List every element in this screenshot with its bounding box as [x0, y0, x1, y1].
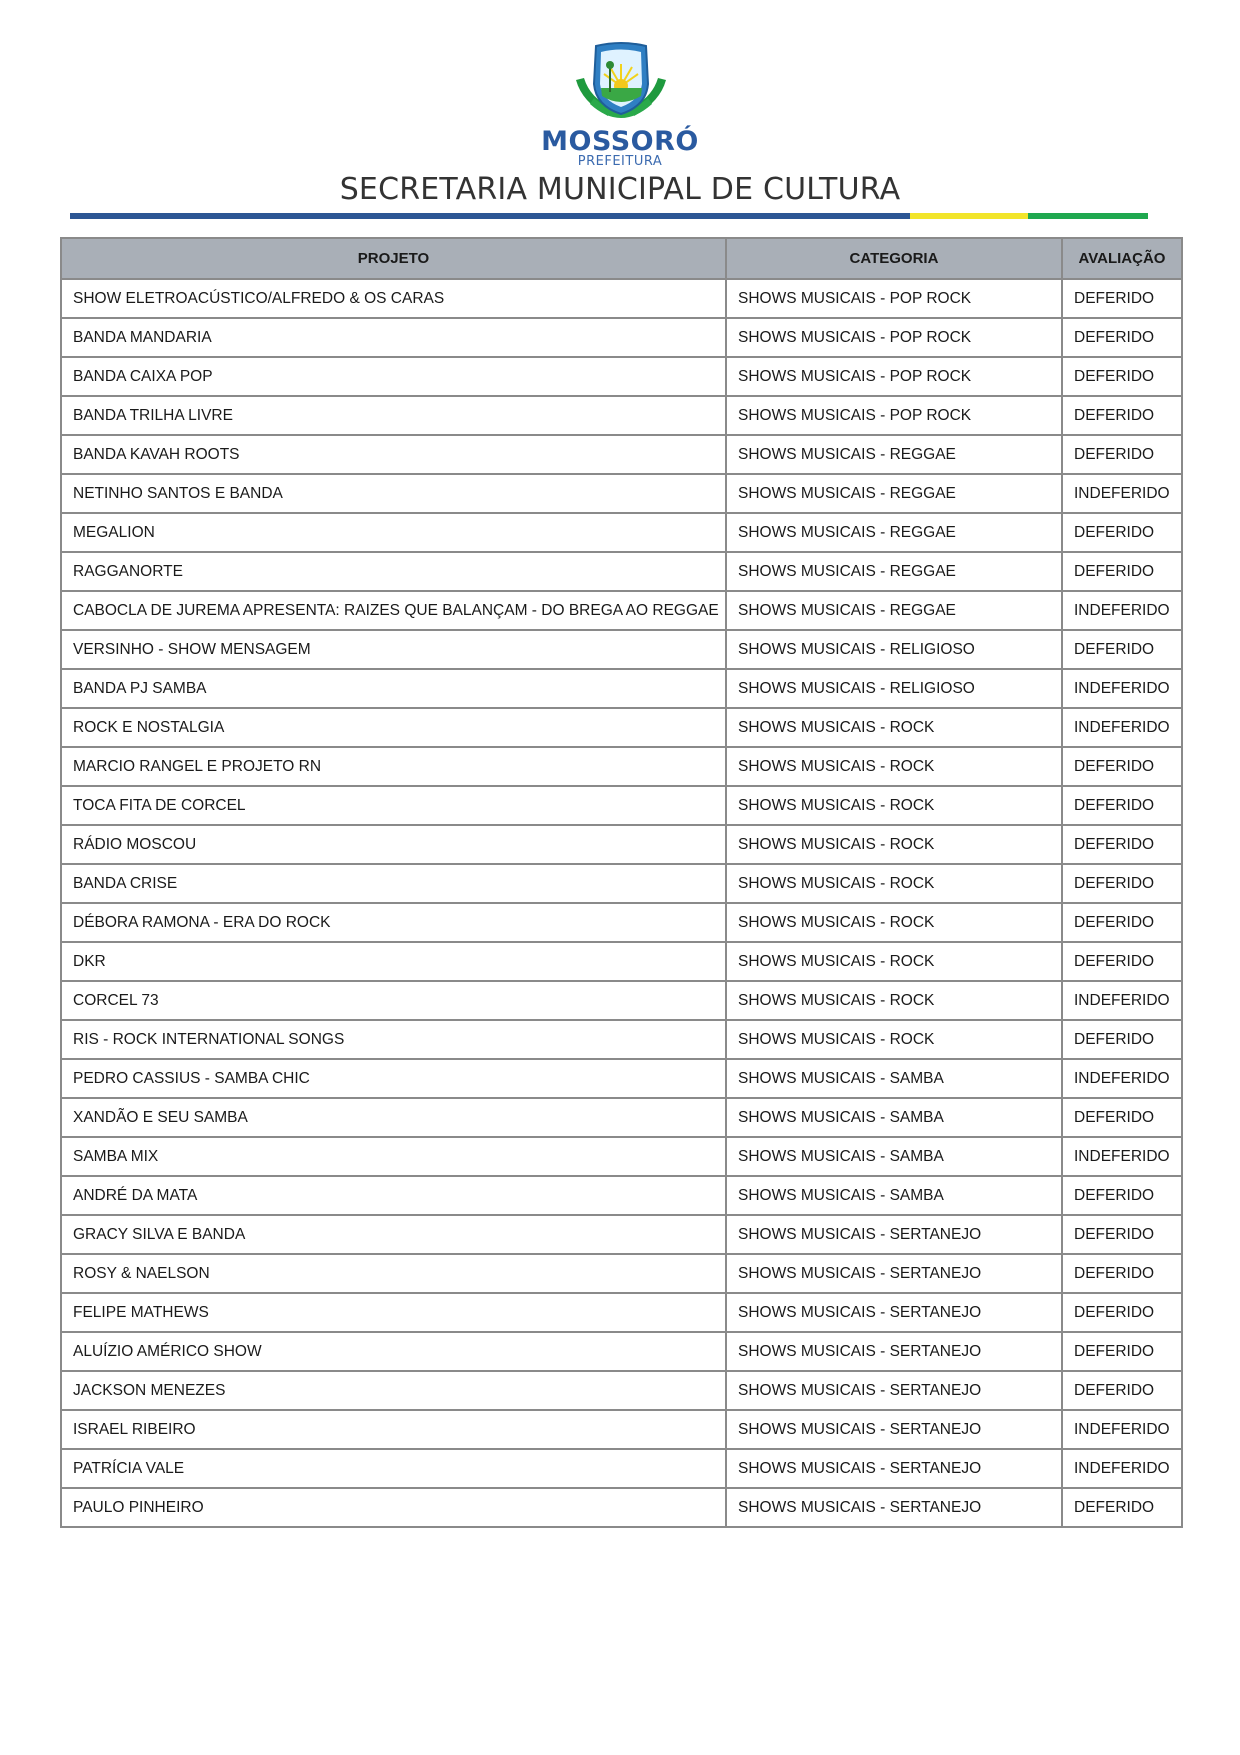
cell-projeto: PEDRO CASSIUS - SAMBA CHIC	[61, 1059, 726, 1098]
cell-categoria: SHOWS MUSICAIS - REGGAE	[726, 474, 1062, 513]
table-row	[61, 591, 1182, 630]
table-row	[61, 1449, 1182, 1488]
cell-avaliacao: DEFERIDO	[1062, 1254, 1182, 1293]
cell-categoria: SHOWS MUSICAIS - SERTANEJO	[726, 1410, 1062, 1449]
cell-projeto: CORCEL 73	[61, 981, 726, 1020]
table-row	[61, 1488, 1182, 1527]
cell-categoria: SHOWS MUSICAIS - ROCK	[726, 708, 1062, 747]
cell-projeto: GRACY SILVA E BANDA	[61, 1215, 726, 1254]
cell-avaliacao: DEFERIDO	[1062, 903, 1182, 942]
cell-avaliacao: INDEFERIDO	[1062, 1059, 1182, 1098]
table-row	[61, 708, 1182, 747]
results-table	[60, 237, 1183, 1528]
table-row	[61, 1254, 1182, 1293]
table-row	[61, 357, 1182, 396]
cell-avaliacao: DEFERIDO	[1062, 279, 1182, 318]
cell-projeto: RÁDIO MOSCOU	[61, 825, 726, 864]
table-row	[61, 786, 1182, 825]
cell-avaliacao: DEFERIDO	[1062, 513, 1182, 552]
table-row	[61, 981, 1182, 1020]
cell-avaliacao: DEFERIDO	[1062, 1488, 1182, 1527]
cell-avaliacao: INDEFERIDO	[1062, 669, 1182, 708]
divider-blue-segment	[70, 213, 910, 219]
table-row	[61, 747, 1182, 786]
cell-categoria: SHOWS MUSICAIS - SERTANEJO	[726, 1371, 1062, 1410]
table-row	[61, 1371, 1182, 1410]
table-row	[61, 1098, 1182, 1137]
table-row	[61, 474, 1182, 513]
cell-avaliacao: INDEFERIDO	[1062, 708, 1182, 747]
cell-categoria: SHOWS MUSICAIS - ROCK	[726, 864, 1062, 903]
column-header-avaliacao: AVALIAÇÃO	[1062, 238, 1182, 279]
cell-projeto: ROSY & NAELSON	[61, 1254, 726, 1293]
table-row	[61, 864, 1182, 903]
table-row	[61, 942, 1182, 981]
cell-categoria: SHOWS MUSICAIS - ROCK	[726, 747, 1062, 786]
table-row	[61, 552, 1182, 591]
table-row	[61, 825, 1182, 864]
cell-projeto: DKR	[61, 942, 726, 981]
cell-avaliacao: DEFERIDO	[1062, 396, 1182, 435]
cell-categoria: SHOWS MUSICAIS - SERTANEJO	[726, 1332, 1062, 1371]
table-row	[61, 396, 1182, 435]
cell-avaliacao: DEFERIDO	[1062, 1098, 1182, 1137]
cell-avaliacao: DEFERIDO	[1062, 825, 1182, 864]
cell-projeto: BANDA MANDARIA	[61, 318, 726, 357]
cell-categoria: SHOWS MUSICAIS - ROCK	[726, 942, 1062, 981]
cell-categoria: SHOWS MUSICAIS - ROCK	[726, 981, 1062, 1020]
cell-avaliacao: DEFERIDO	[1062, 1215, 1182, 1254]
cell-avaliacao: DEFERIDO	[1062, 786, 1182, 825]
cell-projeto: SHOW ELETROACÚSTICO/ALFREDO & OS CARAS	[61, 279, 726, 318]
cell-categoria: SHOWS MUSICAIS - REGGAE	[726, 435, 1062, 474]
cell-categoria: SHOWS MUSICAIS - REGGAE	[726, 513, 1062, 552]
cell-projeto: ISRAEL RIBEIRO	[61, 1410, 726, 1449]
cell-projeto: DÉBORA RAMONA - ERA DO ROCK	[61, 903, 726, 942]
cell-categoria: SHOWS MUSICAIS - ROCK	[726, 786, 1062, 825]
table-row	[61, 669, 1182, 708]
cell-avaliacao: DEFERIDO	[1062, 1020, 1182, 1059]
cell-avaliacao: DEFERIDO	[1062, 1371, 1182, 1410]
cell-projeto: NETINHO SANTOS E BANDA	[61, 474, 726, 513]
cell-categoria: SHOWS MUSICAIS - ROCK	[726, 825, 1062, 864]
cell-projeto: JACKSON MENEZES	[61, 1371, 726, 1410]
table-row	[61, 630, 1182, 669]
cell-categoria: SHOWS MUSICAIS - ROCK	[726, 903, 1062, 942]
cell-categoria: SHOWS MUSICAIS - SERTANEJO	[726, 1449, 1062, 1488]
cell-projeto: BANDA KAVAH ROOTS	[61, 435, 726, 474]
cell-avaliacao: DEFERIDO	[1062, 1293, 1182, 1332]
cell-projeto: BANDA TRILHA LIVRE	[61, 396, 726, 435]
cell-categoria: SHOWS MUSICAIS - SAMBA	[726, 1059, 1062, 1098]
cell-avaliacao: DEFERIDO	[1062, 630, 1182, 669]
cell-avaliacao: INDEFERIDO	[1062, 1449, 1182, 1488]
cell-categoria: SHOWS MUSICAIS - REGGAE	[726, 552, 1062, 591]
cell-avaliacao: DEFERIDO	[1062, 942, 1182, 981]
cell-projeto: SAMBA MIX	[61, 1137, 726, 1176]
tricolor-divider	[70, 213, 1148, 219]
cell-projeto: PATRÍCIA VALE	[61, 1449, 726, 1488]
cell-avaliacao: INDEFERIDO	[1062, 474, 1182, 513]
cell-categoria: SHOWS MUSICAIS - RELIGIOSO	[726, 630, 1062, 669]
cell-avaliacao: DEFERIDO	[1062, 318, 1182, 357]
table-row	[61, 1020, 1182, 1059]
cell-projeto: PAULO PINHEIRO	[61, 1488, 726, 1527]
cell-avaliacao: DEFERIDO	[1062, 864, 1182, 903]
cell-projeto: FELIPE MATHEWS	[61, 1293, 726, 1332]
table-header-row	[61, 238, 1182, 279]
brand-subtitle: PREFEITURA	[577, 154, 663, 169]
table-body	[61, 279, 1182, 1527]
divider-green-segment	[1028, 213, 1148, 219]
cell-categoria: SHOWS MUSICAIS - SAMBA	[726, 1137, 1062, 1176]
cell-categoria: SHOWS MUSICAIS - POP ROCK	[726, 318, 1062, 357]
cell-categoria: SHOWS MUSICAIS - SERTANEJO	[726, 1293, 1062, 1332]
cell-projeto: ALUÍZIO AMÉRICO SHOW	[61, 1332, 726, 1371]
table-row	[61, 1332, 1182, 1371]
cell-projeto: VERSINHO - SHOW MENSAGEM	[61, 630, 726, 669]
cell-avaliacao: INDEFERIDO	[1062, 591, 1182, 630]
brand-name: MOSSORÓ	[541, 126, 699, 157]
cell-avaliacao: INDEFERIDO	[1062, 1410, 1182, 1449]
table-row	[61, 513, 1182, 552]
cell-categoria: SHOWS MUSICAIS - SERTANEJO	[726, 1215, 1062, 1254]
coat-of-arms-icon	[568, 40, 674, 130]
cell-projeto: BANDA CAIXA POP	[61, 357, 726, 396]
column-header-projeto: PROJETO	[61, 238, 726, 279]
cell-avaliacao: INDEFERIDO	[1062, 1137, 1182, 1176]
cell-avaliacao: DEFERIDO	[1062, 1332, 1182, 1371]
cell-projeto: CABOCLA DE JUREMA APRESENTA: RAIZES QUE BALANÇAM - DO BREGA AO REGGAE	[61, 591, 726, 630]
cell-categoria: SHOWS MUSICAIS - SERTANEJO	[726, 1488, 1062, 1527]
table-row	[61, 279, 1182, 318]
cell-avaliacao: DEFERIDO	[1062, 552, 1182, 591]
cell-categoria: SHOWS MUSICAIS - POP ROCK	[726, 396, 1062, 435]
document-header	[0, 0, 1240, 230]
divider-yellow-segment	[910, 213, 1028, 219]
table-row	[61, 1059, 1182, 1098]
cell-categoria: SHOWS MUSICAIS - RELIGIOSO	[726, 669, 1062, 708]
cell-categoria: SHOWS MUSICAIS - POP ROCK	[726, 279, 1062, 318]
cell-categoria: SHOWS MUSICAIS - SAMBA	[726, 1176, 1062, 1215]
cell-categoria: SHOWS MUSICAIS - POP ROCK	[726, 357, 1062, 396]
cell-categoria: SHOWS MUSICAIS - REGGAE	[726, 591, 1062, 630]
table-row	[61, 903, 1182, 942]
table-row	[61, 1137, 1182, 1176]
cell-projeto: RIS - ROCK INTERNATIONAL SONGS	[61, 1020, 726, 1059]
cell-categoria: SHOWS MUSICAIS - SAMBA	[726, 1098, 1062, 1137]
cell-avaliacao: DEFERIDO	[1062, 357, 1182, 396]
cell-projeto: XANDÃO E SEU SAMBA	[61, 1098, 726, 1137]
table-row	[61, 1410, 1182, 1449]
column-header-categoria: CATEGORIA	[726, 238, 1062, 279]
cell-avaliacao: INDEFERIDO	[1062, 981, 1182, 1020]
table-row	[61, 1176, 1182, 1215]
cell-projeto: ROCK E NOSTALGIA	[61, 708, 726, 747]
table-row	[61, 318, 1182, 357]
table-row	[61, 1215, 1182, 1254]
cell-projeto: ANDRÉ DA MATA	[61, 1176, 726, 1215]
cell-projeto: TOCA FITA DE CORCEL	[61, 786, 726, 825]
cell-avaliacao: DEFERIDO	[1062, 435, 1182, 474]
cell-projeto: BANDA CRISE	[61, 864, 726, 903]
cell-avaliacao: DEFERIDO	[1062, 1176, 1182, 1215]
department-title: SECRETARIA MUNICIPAL DE CULTURA	[339, 172, 901, 207]
cell-projeto: MARCIO RANGEL E PROJETO RN	[61, 747, 726, 786]
table-row	[61, 1293, 1182, 1332]
cell-avaliacao: DEFERIDO	[1062, 747, 1182, 786]
cell-projeto: BANDA PJ SAMBA	[61, 669, 726, 708]
cell-projeto: MEGALION	[61, 513, 726, 552]
table-row	[61, 435, 1182, 474]
cell-categoria: SHOWS MUSICAIS - ROCK	[726, 1020, 1062, 1059]
cell-projeto: RAGGANORTE	[61, 552, 726, 591]
cell-categoria: SHOWS MUSICAIS - SERTANEJO	[726, 1254, 1062, 1293]
